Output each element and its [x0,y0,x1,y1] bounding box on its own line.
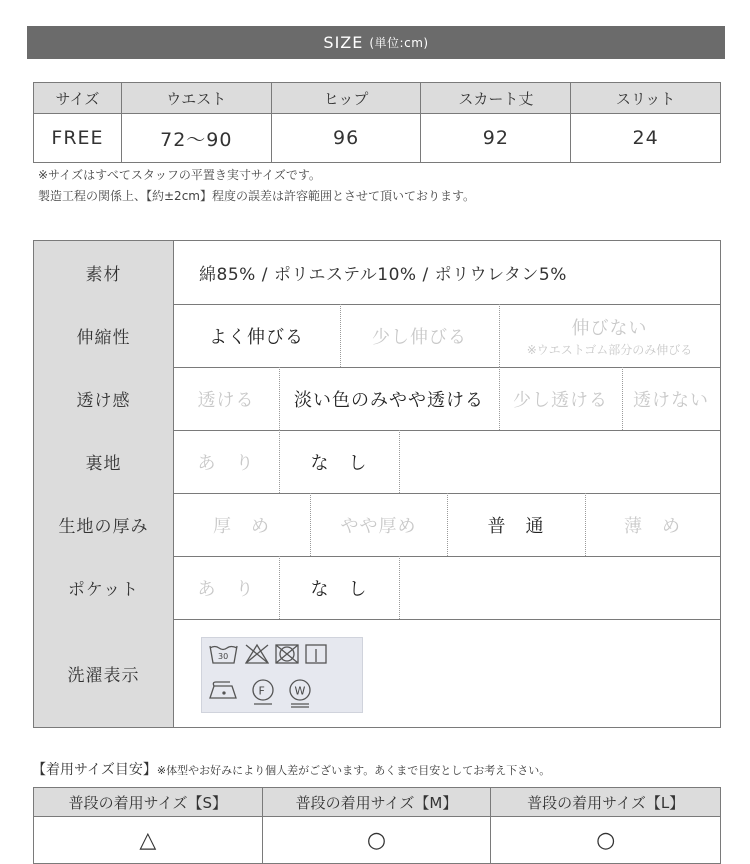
spec-row-pocket [34,556,720,620]
spec-table [33,240,721,728]
value-waist: 72〜90 [121,114,271,163]
stretch-option-some: 少し伸びる [340,304,500,367]
pocket-label: ポケット [34,556,174,619]
svg-text:W: W [294,684,306,698]
stretch-option-high: よく伸びる [173,304,341,367]
material-label: 素材 [34,241,174,304]
svg-text:F: F [258,684,265,698]
spec-row-lining [34,430,720,494]
no-tumble-dry-icon [276,645,298,663]
size-table-header-row [34,83,721,114]
wear-fit-m-mark: ○ [262,817,491,864]
sheer-option-light-colors: 淡い色のみやや透ける [279,367,500,430]
thickness-option-slightly-thick: やや厚め [310,493,448,556]
size-table-value-row [34,114,721,163]
spec-row-care [34,619,720,727]
value-slit: 24 [571,114,721,163]
no-bleach-icon [246,645,268,663]
spec-row-stretch [34,304,720,368]
thickness-option-thick: 厚 め [173,493,311,556]
spec-row-material [34,241,720,305]
pocket-option-no: な し [279,556,400,619]
lining-label: 裏地 [34,430,174,493]
thickness-option-thin: 薄 め [624,515,681,537]
wear-fit-s-mark: △ [34,817,263,864]
stretch-option-none [499,304,720,367]
header-size: サイズ [34,83,122,114]
wet-clean-w-icon [290,680,310,707]
wash-30-icon [210,646,237,663]
care-symbols-tag [201,637,363,713]
sheer-option-sheer: 透ける [173,367,280,430]
care-symbols-icon [202,638,362,712]
header-skirt-length: スカート丈 [421,83,571,114]
svg-text:30: 30 [218,652,229,661]
lining-option-yes: あ り [173,430,280,493]
material-value: 綿85% / ポリエステル10% / ポリウレタン5% [199,265,567,285]
value-hip: 96 [271,114,421,163]
size-unit: (単位:cm) [369,36,429,50]
stretch-none-label: 伸びない [571,317,648,339]
wear-table-header-row [34,788,721,817]
wear-header-s: 普段の着用サイズ【S】 [34,788,263,817]
spec-row-thickness [34,493,720,557]
thickness-option-normal: 普 通 [447,493,586,556]
wear-table [33,787,721,864]
lining-option-no: な し [279,430,400,493]
thickness-label: 生地の厚み [34,493,174,556]
pocket-option-yes: あ り [173,556,280,619]
value-skirt-length: 92 [421,114,571,163]
size-banner [27,26,725,59]
sheer-option-slight: 少し透ける [499,367,623,430]
header-hip: ヒップ [271,83,421,114]
wear-fit-l-mark: ○ [491,817,721,864]
stretch-label: 伸縮性 [34,304,174,367]
dry-clean-f-icon [253,680,273,704]
size-table [33,82,721,163]
spec-row-sheer [34,367,720,431]
header-slit: スリット [571,83,721,114]
value-size: FREE [34,114,122,163]
wear-guide-heading [32,759,550,779]
size-title: SIZE [323,33,364,52]
iron-low-icon [210,682,236,698]
sheer-label: 透け感 [34,367,174,430]
wear-table-value-row [34,817,721,864]
note-measurement: ※サイズはすべてスタッフの平置き実寸サイズです。 [38,168,321,182]
wear-header-m: 普段の着用サイズ【M】 [262,788,491,817]
care-label: 洗濯表示 [34,619,174,727]
sheer-option-none: 透けない [633,389,709,411]
note-tolerance: 製造工程の関係上、【約±2cm】程度の誤差は許容範囲とさせて頂いております。 [38,189,476,203]
wear-header-l: 普段の着用サイズ【L】 [491,788,721,817]
wear-guide-note: ※体型やお好みにより個人差がございます。あくまで目安としてお考え下さい。 [156,764,551,777]
header-waist: ウエスト [121,83,271,114]
line-dry-icon [306,645,326,663]
wear-guide-title: 【着用サイズ目安】 [32,762,157,778]
stretch-none-note: ※ウエストゴム部分のみ伸びる [526,342,693,357]
